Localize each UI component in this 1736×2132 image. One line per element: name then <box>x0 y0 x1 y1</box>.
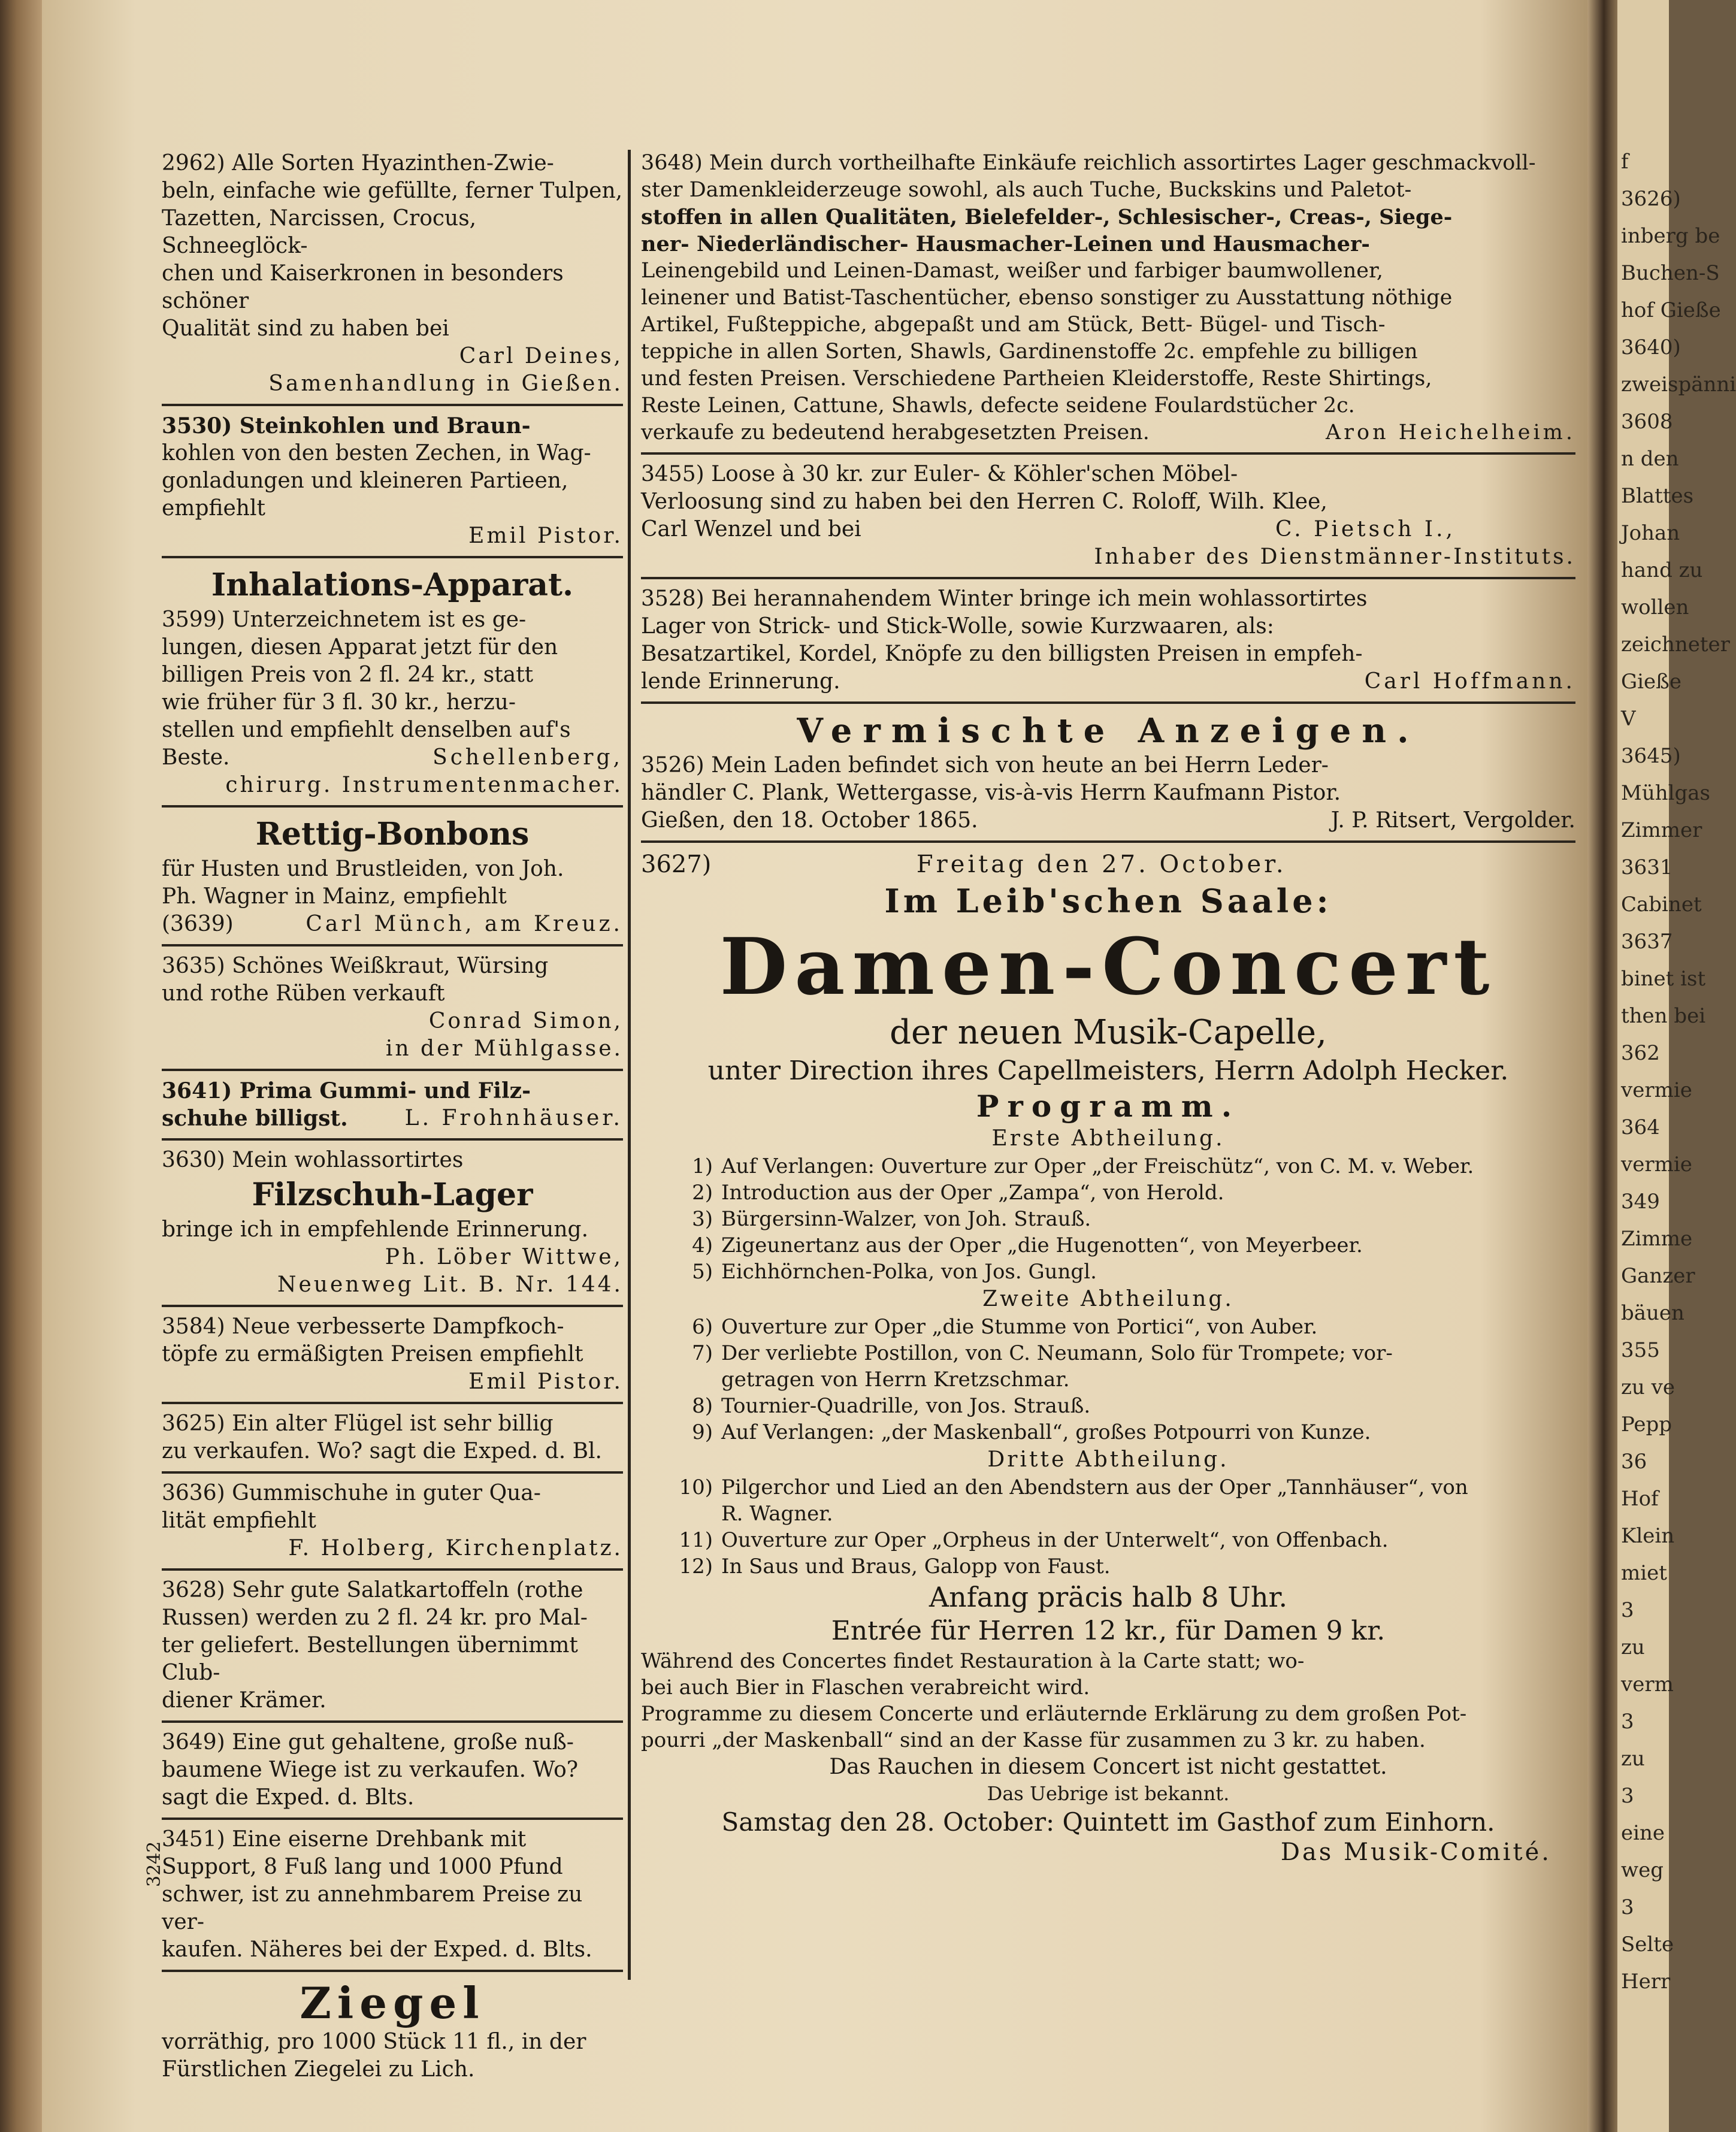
divider <box>641 840 1575 843</box>
ad-text: Beste. <box>162 745 230 770</box>
ad-text: lungen, diesen Apparat jetzt für den <box>162 635 558 660</box>
next-page-fragment: 3 <box>1621 1784 1634 1808</box>
next-page-fragment: 36 <box>1621 1450 1647 1474</box>
ad-text: verkaufe zu bedeutend herabgesetzten Preisen. <box>641 421 1150 444</box>
next-page-fragment: 3626) <box>1621 187 1681 211</box>
next-page-fragment: f <box>1621 150 1629 174</box>
advertiser: J. P. Ritsert, Vergolder. <box>1330 808 1575 833</box>
program-item-text: Pilgerchor und Lied an den Abendstern aus der Oper „Tannhäuser“, von <box>721 1475 1468 1499</box>
ad-text: kohlen von den besten Zechen, in Wag- <box>162 441 591 465</box>
program-item <box>641 1314 1575 1340</box>
next-page-fragment: Herr <box>1621 1970 1671 1994</box>
program-item-text: R. Wagner. <box>721 1502 833 1526</box>
advertiser-address: in der Mühlgasse. <box>385 1036 623 1061</box>
ad-text: Support, 8 Fuß lang und 1000 Pfund <box>162 1855 563 1879</box>
ad-text: ster Damenkleiderzeuge sowohl, als auch Tuche, Buckskins und Paletot- <box>641 178 1412 202</box>
book-binding <box>0 0 42 2132</box>
program-item-number <box>641 1501 721 1527</box>
section-label: Dritte Abtheilung. <box>987 1447 1229 1472</box>
divider <box>162 1138 623 1141</box>
ad-3599 <box>162 564 623 799</box>
ad-text: 3641) Prima Gummi- und Filz- <box>162 1078 531 1103</box>
next-page-fragment: 364 <box>1621 1115 1660 1139</box>
next-page-fragment: 3608 <box>1621 410 1673 434</box>
ad-3625 <box>162 1410 623 1465</box>
ad-text: leinener und Batist-Taschentücher, ebenso sonstiger zu Ausstattung nöthige <box>641 286 1453 310</box>
ad-text: und rothe Rüben verkauft <box>162 981 445 1006</box>
next-page-fragment: weg <box>1621 1858 1664 1882</box>
ad-text: 3628) Sehr gute Salatkartoffeln (rothe <box>162 1578 583 1602</box>
program-item <box>641 1527 1575 1553</box>
concert-note: pourri „der Maskenball“ sind an der Kasse für zusammen zu 3 kr. zu haben. <box>641 1728 1426 1752</box>
divider <box>162 1471 623 1474</box>
ad-title: Inhalations-Apparat. <box>211 567 574 603</box>
ad-3526 <box>641 752 1575 834</box>
next-page-fragment: Blattes <box>1621 484 1694 508</box>
program-item-text: getragen von Herrn Kretzschmar. <box>721 1368 1070 1392</box>
concert-saturday: Samstag den 28. October: Quintett im Gasthof zum Einhorn. <box>721 1807 1495 1837</box>
ad-text: Ph. Wagner in Mainz, empfiehlt <box>162 884 507 909</box>
concert-start: Anfang präcis halb 8 Uhr. <box>929 1581 1288 1613</box>
program-item-text: Zigeunertanz aus der Oper „die Hugenotten“, von Meyerbeer. <box>721 1233 1363 1257</box>
next-page-fragment: Ganzer <box>1621 1264 1695 1288</box>
ad-text: vorräthig, pro 1000 Stück 11 fl., in der <box>162 2030 586 2054</box>
next-page-fragment: V <box>1621 707 1636 731</box>
concert-subtitle: der neuen Musik-Capelle, <box>890 1013 1327 1052</box>
ad-text: Leinengebild und Leinen-Damast, weißer und farbiger baumwollener, <box>641 259 1383 283</box>
left-column <box>162 150 623 2083</box>
program-item-text: Ouverture zur Oper „Orpheus in der Unterwelt“, von Offenbach. <box>721 1528 1389 1552</box>
advertiser-address: Samenhandlung in Gießen. <box>268 371 623 396</box>
program-item <box>641 1153 1575 1180</box>
advertiser-address: Neuenweg Lit. B. Nr. 144. <box>277 1272 623 1297</box>
program-list <box>641 1474 1575 1580</box>
ad-title: Ziegel <box>300 1977 485 2028</box>
ad-number-rotated: 3242 <box>144 1841 165 1887</box>
next-page-fragment: hand zu <box>1621 558 1703 582</box>
program-list <box>641 1153 1575 1285</box>
ad-3455 <box>641 461 1575 571</box>
advertiser: Carl Deines, <box>459 344 623 368</box>
ad-3635 <box>162 952 623 1063</box>
ad-3649 <box>162 1729 623 1812</box>
advertiser: C. Pietsch I., <box>1275 517 1456 542</box>
next-page-fragment: Selte <box>1621 1933 1674 1956</box>
next-page-fragment: 355 <box>1621 1338 1660 1362</box>
divider <box>641 452 1575 455</box>
next-page-fragment: vermie <box>1621 1078 1692 1102</box>
next-page-fragment: Johan <box>1621 521 1680 545</box>
program-item-number: 7) <box>692 1341 713 1365</box>
next-page-fragment: hof Gieße <box>1621 298 1721 322</box>
ad-number: 3627) <box>641 851 712 878</box>
program-item-number: 1) <box>692 1154 713 1178</box>
advertiser: Schellenberg, <box>433 745 623 770</box>
next-page-fragment: Zimme <box>1621 1227 1693 1251</box>
concert-signature: Das Musik-Comité. <box>1280 1838 1551 1866</box>
ad-3648 <box>641 150 1575 446</box>
program-list <box>641 1314 1575 1445</box>
ad-3628 <box>162 1577 623 1714</box>
ad-text: Tazetten, Narcissen, Crocus, Schneeglöck- <box>162 206 477 258</box>
ad-text: 3451) Eine eiserne Drehbank mit <box>162 1827 527 1852</box>
next-page-fragment: zu <box>1621 1747 1645 1771</box>
ad-text: 3455) Loose à 30 kr. zur Euler- & Köhler'schen Möbel- <box>641 462 1238 486</box>
program-item-text: Auf Verlangen: Ouverture zur Oper „der Freischütz“, von C. M. v. Weber. <box>721 1154 1474 1178</box>
next-page-fragment: Buchen-S <box>1621 261 1720 285</box>
ad-text: töpfe zu ermäßigten Preisen empfiehlt <box>162 1342 583 1366</box>
program-item-number: 6) <box>692 1315 713 1339</box>
ad-text: für Husten und Brustleiden, von Joh. <box>162 857 564 881</box>
divider <box>162 1402 623 1404</box>
next-page-fragment: Zimmer <box>1621 818 1702 842</box>
next-page-fragment: 362 <box>1621 1041 1660 1065</box>
advertiser-title: chirurg. Instrumentenmacher. <box>225 773 623 797</box>
next-page-fragment: 3637 <box>1621 930 1673 954</box>
program-item-text: Bürgersinn-Walzer, von Joh. Strauß. <box>721 1207 1091 1231</box>
ad-text: Russen) werden zu 2 fl. 24 kr. pro Mal- <box>162 1605 588 1630</box>
next-page-fragment: Hof <box>1621 1487 1659 1511</box>
program-item-text: Auf Verlangen: „der Maskenball“, großes Potpourri von Kunze. <box>721 1420 1371 1444</box>
ad-3528 <box>641 585 1575 695</box>
next-page-fragment: Cabinet <box>1621 893 1702 917</box>
concert-ad <box>641 849 1575 1866</box>
ad-text: 3625) Ein alter Flügel ist sehr billig <box>162 1411 554 1436</box>
divider <box>162 1305 623 1307</box>
divider <box>162 1818 623 1820</box>
divider <box>162 404 623 406</box>
advertiser-title: Inhaber des Dienstmänner-Instituts. <box>1094 545 1575 569</box>
next-page-fragment: zu ve <box>1621 1375 1675 1399</box>
ad-text: bringe ich in empfehlende Erinnerung. <box>162 1217 589 1242</box>
concert-smoking: Das Rauchen in diesem Concert ist nicht gestattet. <box>829 1755 1387 1779</box>
ad-3636 <box>162 1480 623 1562</box>
column-rule <box>628 150 631 1980</box>
next-page-fragment: binet ist <box>1621 967 1706 991</box>
ad-text: Reste Leinen, Cattune, Shawls, defecte seidene Foulardstücher 2c. <box>641 394 1355 418</box>
section-label: Zweite Abtheilung. <box>982 1287 1234 1311</box>
program-item-number <box>641 1366 721 1393</box>
concert-director: unter Direction ihres Capellmeisters, Herrn Adolph Hecker. <box>707 1056 1509 1086</box>
program-item <box>641 1501 1575 1527</box>
divider <box>641 701 1575 704</box>
ad-text: 3584) Neue verbesserte Dampfkoch- <box>162 1314 564 1339</box>
ad-3451 <box>162 1826 623 1964</box>
next-page-fragment: bäuen <box>1621 1301 1684 1325</box>
ad-text: 3528) Bei herannahendem Winter bringe ich mein wohlassortirtes <box>641 586 1368 611</box>
divider <box>162 556 623 558</box>
program-item <box>641 1366 1575 1393</box>
advertiser: Ph. Löber Wittwe, <box>385 1245 623 1269</box>
program-item-text: Eichhörnchen-Polka, von Jos. Gungl. <box>721 1260 1097 1284</box>
next-page-fragment: inberg be <box>1621 224 1720 248</box>
program-item-text: Der verliebte Postillon, von C. Neumann, Solo für Trompete; vor- <box>721 1341 1393 1365</box>
ad-text: billigen Preis von 2 fl. 24 kr., statt <box>162 663 534 687</box>
next-page-fragment: 3 <box>1621 1598 1634 1622</box>
advertiser: Carl Hoffmann. <box>1364 669 1575 694</box>
ad-2962 <box>162 150 623 398</box>
ad-text: gonladungen und kleineren Partieen, empfiehlt <box>162 468 568 521</box>
ad-text: Lager von Strick- und Stick-Wolle, sowie Kurzwaaren, als: <box>641 614 1274 639</box>
program-item-number: 8) <box>692 1394 713 1418</box>
ad-text: kaufen. Näheres bei der Exped. d. Blts. <box>162 1937 592 1962</box>
ad-text: diener Krämer. <box>162 1688 326 1713</box>
page-gutter <box>1587 0 1617 2132</box>
next-page-fragment: Gieße <box>1621 670 1681 694</box>
ad-text: sagt die Exped. d. Blts. <box>162 1785 415 1810</box>
program-item-number: 11) <box>679 1528 713 1552</box>
next-page-fragment: zeichneter <box>1621 633 1730 657</box>
program-item-number: 5) <box>692 1260 713 1284</box>
divider <box>162 805 623 808</box>
ad-text: Fürstlichen Ziegelei zu Lich. <box>162 2057 475 2082</box>
ad-3242 <box>162 1978 623 2083</box>
program-item-number: 4) <box>692 1233 713 1257</box>
program-item <box>641 1419 1575 1445</box>
ad-text: teppiche in allen Sorten, Shawls, Gardinenstoffe 2c. empfehle zu billigen <box>641 340 1418 364</box>
program-item <box>641 1232 1575 1259</box>
ad-text: stellen und empfiehlt denselben auf's <box>162 718 571 742</box>
ad-text: Qualität sind zu haben bei <box>162 316 449 341</box>
ad-3530 <box>162 412 623 550</box>
next-page-fragment: 3631 <box>1621 855 1673 879</box>
program-item-number: 9) <box>692 1420 713 1444</box>
ad-title: Rettig-Bonbons <box>255 816 530 852</box>
program-item-text: In Saus und Braus, Galopp von Faust. <box>721 1555 1111 1578</box>
ad-text: ner- Niederländischer- Hausmacher-Leinen und Hausmacher- <box>641 232 1370 256</box>
concert-venue: Im Leib'schen Saale: <box>884 882 1332 920</box>
next-page-fragment: n den <box>1621 447 1679 471</box>
section-heading: Vermischte Anzeigen. <box>797 711 1420 751</box>
concert-note: Programme zu diesem Concerte und erläuternde Erklärung zu dem großen Pot- <box>641 1702 1467 1726</box>
program-item-number: 2) <box>692 1181 713 1205</box>
concert-entry: Entrée für Herren 12 kr., für Damen 9 kr. <box>831 1616 1386 1646</box>
ad-text: 3526) Mein Laden befindet sich von heute an bei Herrn Leder- <box>641 753 1329 778</box>
ad-text: Carl Wenzel und bei <box>641 517 861 542</box>
next-page-fragment: 3640) <box>1621 335 1681 359</box>
next-page-fragment: vermie <box>1621 1153 1692 1177</box>
program-item <box>641 1180 1575 1206</box>
program-item <box>641 1474 1575 1501</box>
ad-text: 3649) Eine gut gehaltene, große nuß- <box>162 1730 574 1755</box>
program-item-number: 10) <box>679 1475 713 1499</box>
program-item <box>641 1340 1575 1366</box>
ad-text: 3599) Unterzeichnetem ist es ge- <box>162 607 527 632</box>
ad-3639 <box>162 814 623 938</box>
next-page-fragment: Mühlgas <box>1621 781 1710 805</box>
advertiser: Carl Münch, am Kreuz. <box>306 912 623 936</box>
divider <box>162 944 623 946</box>
ad-text: und festen Preisen. Verschiedene Partheien Kleiderstoffe, Reste Shirtings, <box>641 367 1432 391</box>
advertiser: Conrad Simon, <box>428 1009 623 1033</box>
section-label: Erste Abtheilung. <box>991 1126 1225 1151</box>
concert-title: Damen-Concert <box>719 921 1497 1012</box>
ad-3641 <box>162 1077 623 1132</box>
next-page-fragment: then bei <box>1621 1004 1706 1028</box>
divider <box>162 1720 623 1723</box>
advertiser: Emil Pistor. <box>468 1369 623 1394</box>
ad-text: 2962) Alle Sorten Hyazinthen-Zwie- <box>162 151 554 176</box>
advertiser: F. Holberg, Kirchenplatz. <box>288 1536 623 1561</box>
ad-text: schuhe billigst. <box>162 1106 348 1131</box>
next-page-fragment: miet <box>1621 1561 1667 1585</box>
next-page-fragment: Klein <box>1621 1524 1675 1548</box>
ad-text: lende Erinnerung. <box>641 669 840 694</box>
ad-text: stoffen in allen Qualitäten, Bielefelder-, Schlesischer-, Creas-, Siege- <box>641 205 1453 229</box>
ad-text: zu verkaufen. Wo? sagt die Exped. d. Bl. <box>162 1439 602 1463</box>
program-item <box>641 1259 1575 1285</box>
next-page-fragment: eine <box>1621 1821 1665 1845</box>
ad-text: lität empfiehlt <box>162 1508 316 1533</box>
divider <box>641 577 1575 579</box>
advertiser: Aron Heichelheim. <box>1326 421 1575 444</box>
ad-text: 3630) Mein wohlassortirtes <box>162 1148 464 1172</box>
divider <box>162 1568 623 1571</box>
divider <box>162 1069 623 1071</box>
program-item-text: Tournier-Quadrille, von Jos. Strauß. <box>721 1394 1091 1418</box>
next-page-fragment: Pepp <box>1621 1413 1672 1437</box>
ad-3630 <box>162 1147 623 1299</box>
ad-text: 3636) Gummischuhe in guter Qua- <box>162 1481 541 1505</box>
ad-text: 3530) Steinkohlen und Braun- <box>162 413 531 439</box>
program-item <box>641 1206 1575 1232</box>
next-page-fragment: zu <box>1621 1635 1645 1659</box>
program-item <box>641 1393 1575 1419</box>
ad-title: Filzschuh-Lager <box>252 1177 533 1213</box>
next-page-fragment: zweispänni <box>1621 373 1736 397</box>
ad-text: Verloosung sind zu haben bei den Herren C. Roloff, Wilh. Klee, <box>641 489 1327 514</box>
ad-3584 <box>162 1313 623 1396</box>
program-item-number: 12) <box>679 1555 713 1578</box>
next-page-fragment: 3 <box>1621 1710 1634 1734</box>
concert-date: Freitag den 27. October. <box>916 851 1287 878</box>
next-page-fragment: 349 <box>1621 1190 1660 1214</box>
concert-rest: Das Uebrige ist bekannt. <box>987 1782 1230 1805</box>
ad-text: beln, einfache wie gefüllte, ferner Tulpen, <box>162 179 623 203</box>
ad-text: schwer, ist zu annehmbarem Preise zu ver- <box>162 1882 583 1934</box>
ad-text: ter geliefert. Bestellungen übernimmt Club- <box>162 1633 578 1685</box>
ad-date: Gießen, den 18. October 1865. <box>641 808 978 833</box>
ad-text: 3648) Mein durch vortheilhafte Einkäufe reichlich assortirtes Lager geschmackvoll- <box>641 151 1536 175</box>
program-item <box>641 1553 1575 1580</box>
ad-text: 3635) Schönes Weißkraut, Würsing <box>162 954 549 978</box>
programm-heading: Programm. <box>976 1088 1241 1124</box>
program-item-number: 3) <box>692 1207 713 1231</box>
ad-number: (3639) <box>162 912 234 936</box>
next-page-fragment: 3645) <box>1621 744 1681 768</box>
program-item-text: Ouverture zur Oper „die Stumme von Portici“, von Auber. <box>721 1315 1318 1339</box>
program-item-text: Introduction aus der Oper „Zampa“, von Herold. <box>721 1181 1224 1205</box>
ad-text: händler C. Plank, Wettergasse, vis-à-vis Herrn Kaufmann Pistor. <box>641 781 1341 805</box>
next-page-fragment: wollen <box>1621 595 1689 619</box>
next-page-fragment: 3 <box>1621 1895 1634 1919</box>
ad-text: Artikel, Fußteppiche, abgepaßt und am Stück, Bett- Bügel- und Tisch- <box>641 313 1386 337</box>
next-page-edge <box>1617 0 1736 2132</box>
concert-note: Während des Concertes findet Restauration à la Carte statt; wo- <box>641 1649 1305 1673</box>
concert-note: bei auch Bier in Flaschen verabreicht wird. <box>641 1676 1090 1699</box>
right-column <box>641 150 1575 1866</box>
ad-text: chen und Kaiserkronen in besonders schöner <box>162 261 564 313</box>
divider <box>162 1970 623 1972</box>
ad-text: baumene Wiege ist zu verkaufen. Wo? <box>162 1758 579 1782</box>
advertiser: L. Frohnhäuser. <box>404 1106 623 1130</box>
next-page-fragment: verm <box>1621 1673 1674 1696</box>
ad-text: wie früher für 3 fl. 30 kr., herzu- <box>162 690 516 715</box>
ad-text: Besatzartikel, Kordel, Knöpfe zu den billigsten Preisen in empfeh- <box>641 642 1363 666</box>
advertiser: Emil Pistor. <box>468 524 623 548</box>
